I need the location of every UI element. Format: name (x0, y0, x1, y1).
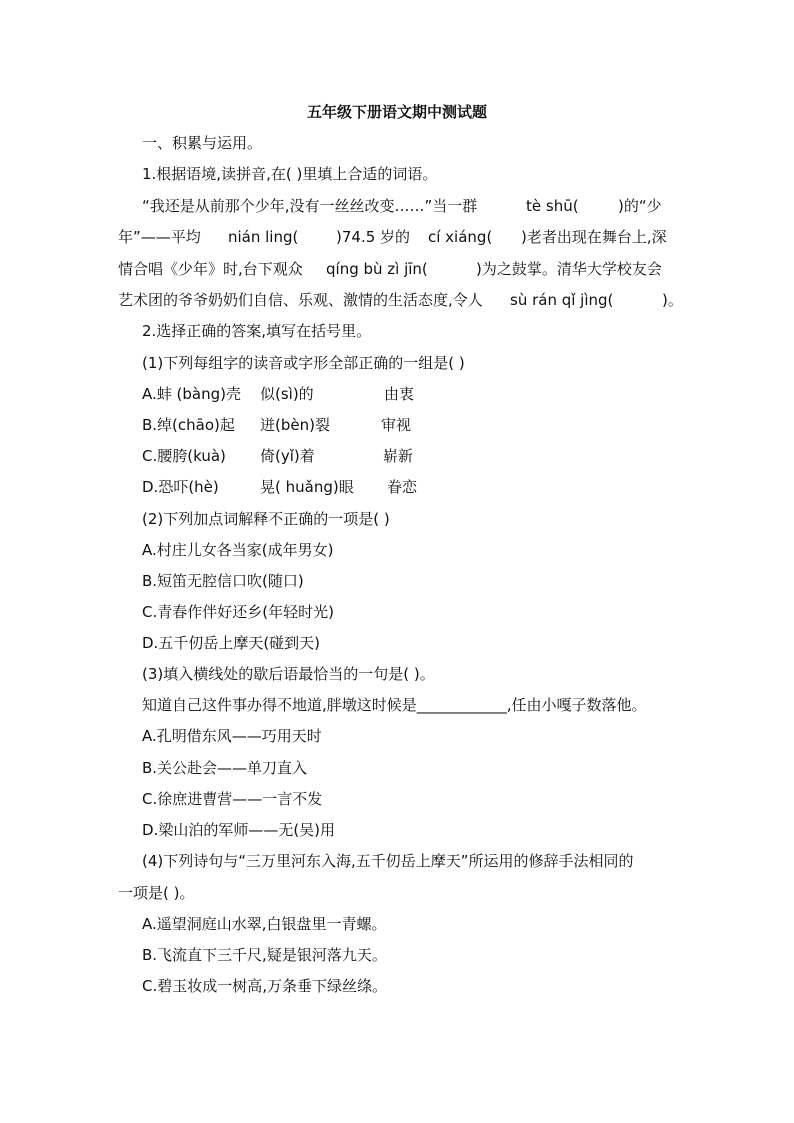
q2-sub4-prompt-line1: (4)下列诗句与“三万里河东入海,五千仞岳上摩天”所运用的修辞手法相同的 (142, 852, 634, 870)
question-2-prompt: 2.选择正确的答案,填写在括号里。 (142, 322, 372, 340)
q2-sub2-option-c: C.青春作伴好还乡(年轻时光) (142, 603, 334, 621)
q2-sub3-option-d: D.梁山泊的军师——无(吴)用 (142, 821, 336, 839)
q1-pinyin-qingbuzijin: qíng bù zì jīn( (326, 260, 428, 278)
q2-sub3-sentence: 知道自己这件事办得不地道,胖墩这时候是____________,任由小嘎子数落他。 (142, 696, 647, 714)
q2-sub4-prompt-line2: 一项是( )。 (118, 884, 195, 902)
q1-line4-text: 艺术团的爷爷奶奶们自信、乐观、激情的生活态度,令人 (118, 291, 483, 309)
q2-sub1-option-c-col1: C.腰胯(kuà) (142, 447, 226, 465)
q2-sub4-option-b: B.飞流直下三千尺,疑是银河落九天。 (142, 946, 387, 964)
q2-sub2-option-b: B.短笛无腔信口吹(随口) (142, 572, 304, 590)
q2-sub2-option-a: A.村庄儿女各当家(成年男女) (142, 541, 334, 559)
q2-sub1-option-a-col3: 由衷 (384, 385, 415, 403)
q2-sub1-option-c-col3: 崭新 (383, 447, 414, 465)
q2-sub1-prompt: (1)下列每组字的读音或字形全部正确的一组是( ) (142, 354, 465, 372)
q1-pinyin-cixiang: cí xiáng( (428, 228, 493, 246)
q1-line2-end: )老者出现在舞台上,深 (521, 228, 667, 246)
q2-sub1-option-c-col2: 倚(yǐ)着 (260, 447, 315, 465)
q2-sub1-option-d-col3: 眷恋 (387, 478, 418, 496)
q1-line3-end: )为之鼓掌。清华大学校友会 (476, 260, 662, 278)
page-title: 五年级下册语文期中测试题 (306, 103, 487, 121)
q1-pinyin-teshu: tè shū( (526, 197, 579, 215)
question-1-prompt: 1.根据语境,读拼音,在( )里填上合适的词语。 (142, 165, 438, 183)
q1-pinyin-nianling: nián ling( (228, 228, 299, 246)
q2-sub4-option-a: A.遥望洞庭山水翠,白银盘里一青螺。 (142, 915, 387, 933)
q2-sub3-prompt: (3)填入横线处的歇后语最恰当的一句是( )。 (142, 665, 435, 683)
q2-sub1-option-a-col1: A.蚌 (bàng)壳 (142, 385, 241, 403)
q1-line1-text: “我还是从前那个少年,没有一丝丝改变……”当一群 (142, 197, 478, 215)
q1-line2-text: 年”——平均 (118, 228, 201, 246)
q2-sub3-option-b: B.关公赴会——单刀直入 (142, 759, 308, 777)
q2-sub3-option-a: A.孔明借东风——巧用天时 (142, 727, 322, 745)
q2-sub1-option-d-col1: D.恐吓(hè) (142, 478, 219, 496)
q1-pinyin-suranqijing: sù rán qǐ jìng( (510, 291, 614, 309)
q2-sub1-option-b-col2: 迸(bèn)裂 (260, 416, 330, 434)
q1-line4-end: )。 (662, 291, 683, 309)
q2-sub2-prompt: (2)下列加点词解释不正确的一项是( ) (142, 510, 390, 528)
q2-sub1-option-d-col2: 晃( huǎng)眼 (260, 478, 354, 496)
q1-line2-mid: )74.5 岁的 (336, 228, 411, 246)
q2-sub3-option-c: C.徐庶进曹营——一言不发 (142, 790, 323, 808)
section-heading: 一、积累与运用。 (142, 134, 263, 152)
q2-sub1-option-a-col2: 似(sì)的 (260, 385, 314, 403)
q2-sub4-option-c: C.碧玉妆成一树高,万条垂下绿丝绦。 (142, 977, 388, 995)
q2-sub1-option-b-col1: B.绰(chāo)起 (142, 416, 235, 434)
q1-line3-text: 情合唱《少年》时,台下观众 (118, 260, 303, 278)
q2-sub1-option-b-col3: 审视 (381, 416, 412, 434)
q2-sub2-option-d: D.五千仞岳上摩天(碰到天) (142, 634, 321, 652)
q1-line1-end: )的“少 (618, 197, 662, 215)
